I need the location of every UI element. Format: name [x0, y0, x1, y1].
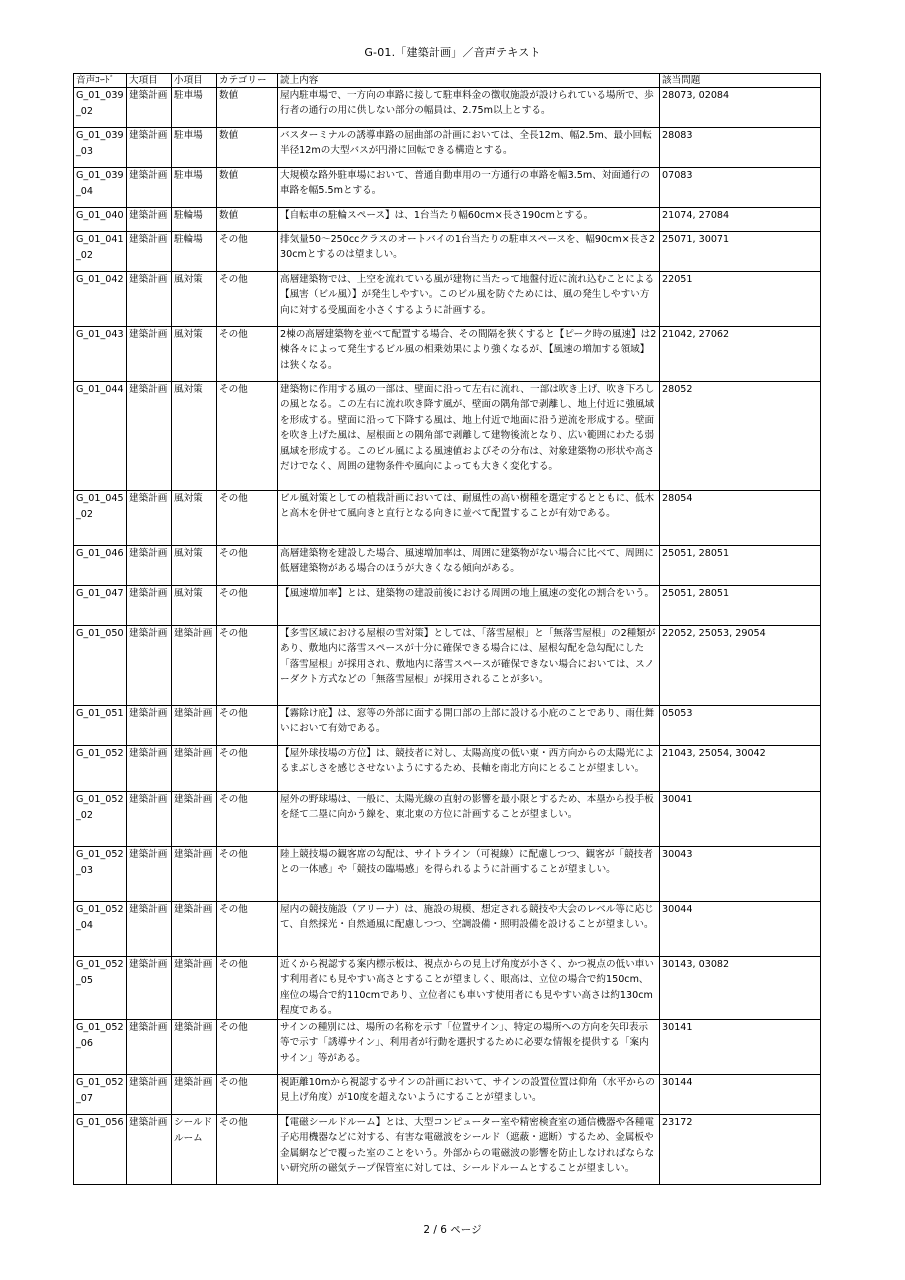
cell-major: 建築計画	[127, 168, 172, 208]
cell-code: G_01_052	[74, 746, 127, 792]
cell-text: 【自転車の駐輪スペース】は、1台当たり幅60cm×長さ190cmとする。	[278, 208, 660, 232]
table-header-row	[74, 74, 821, 88]
cell-questions: 30143, 03082	[660, 957, 821, 1020]
cell-major: 建築計画	[127, 1020, 172, 1075]
cell-major: 建築計画	[127, 1075, 172, 1115]
cell-questions: 28073, 02084	[660, 88, 821, 128]
table-row	[74, 272, 821, 327]
column-header-code: 音声ｺｰﾄﾞ	[74, 74, 127, 88]
cell-major: 建築計画	[127, 626, 172, 706]
cell-category: その他	[217, 1075, 278, 1115]
cell-category: 数値	[217, 208, 278, 232]
cell-category: 数値	[217, 128, 278, 168]
cell-major: 建築計画	[127, 586, 172, 626]
cell-minor: 建築計画	[172, 902, 217, 957]
table-row	[74, 1115, 821, 1185]
cell-minor: 建築計画	[172, 847, 217, 902]
cell-questions: 28052	[660, 382, 821, 491]
cell-questions: 23172	[660, 1115, 821, 1185]
cell-major: 建築計画	[127, 208, 172, 232]
cell-text: 排気量50～250ccクラスのオートバイの1台当たりの駐車スペースを、幅90cm×長さ230cmとするのは望ましい。	[278, 232, 660, 272]
cell-major: 建築計画	[127, 272, 172, 327]
table-row	[74, 902, 821, 957]
cell-category: その他	[217, 706, 278, 746]
cell-code: G_01_052_07	[74, 1075, 127, 1115]
table-row	[74, 706, 821, 746]
cell-category: その他	[217, 546, 278, 586]
cell-major: 建築計画	[127, 847, 172, 902]
table-row	[74, 957, 821, 1020]
cell-code: G_01_039_04	[74, 168, 127, 208]
cell-code: G_01_052_03	[74, 847, 127, 902]
cell-questions: 07083	[660, 168, 821, 208]
cell-category: その他	[217, 902, 278, 957]
cell-minor: 風対策	[172, 491, 217, 546]
cell-code: G_01_052_02	[74, 792, 127, 847]
cell-code: G_01_039_03	[74, 128, 127, 168]
column-header-category: カテゴリー	[217, 74, 278, 88]
cell-category: その他	[217, 491, 278, 546]
cell-text: 大規模な路外駐車場において、普通自動車用の一方通行の車路を幅3.5m、対面通行の車路を幅5.5mとする。	[278, 168, 660, 208]
table-row	[74, 586, 821, 626]
cell-minor: 駐車場	[172, 168, 217, 208]
column-header-minor: 小項目	[172, 74, 217, 88]
table-row	[74, 1075, 821, 1115]
cell-code: G_01_047	[74, 586, 127, 626]
cell-text: 高層建築物を建設した場合、風速増加率は、周囲に建築物がない場合に比べて、周囲に低層建築物がある場合のほうが大きくなる傾向がある。	[278, 546, 660, 586]
cell-category: 数値	[217, 168, 278, 208]
column-header-major: 大項目	[127, 74, 172, 88]
cell-questions: 30141	[660, 1020, 821, 1075]
cell-code: G_01_043	[74, 327, 127, 382]
table-row	[74, 1020, 821, 1075]
cell-text: ビル風対策としての植栽計画においては、耐風性の高い樹種を選定するとともに、低木と高木を併せて風向きと直行となる向きに並べて配置することが有効である。	[278, 491, 660, 546]
cell-code: G_01_045_02	[74, 491, 127, 546]
cell-major: 建築計画	[127, 491, 172, 546]
cell-text: 建築物に作用する風の一部は、壁面に沿って左右に流れ、一部は吹き上げ、吹き下ろしの風となる。この左右に流れ吹き降す風が、壁面の隅角部で剥離し、地上付近に強風域を形成する。壁面に沿って下降する風は、地上付近で地面に沿う逆流を形成する。壁面を吹き上げた風は、屋根面との隅角部で剥離して建物後流となり、広い範囲にわたる弱風域を形成する。このビル風による風速値およびその分布は、対象建築物の形状や高さだけでなく、周囲の建物条件や風向によっても大きく変化する。	[278, 382, 660, 491]
cell-text: 高層建築物では、上空を流れている風が建物に当たって地盤付近に流れ込むことによる【風害（ビル風）】が発生しやすい。このビル風を防ぐためには、風の発生しやすい方向に対する受風面を小さくするように計画する。	[278, 272, 660, 327]
page-title: G-01.「建築計画」／音声テキスト	[364, 46, 541, 59]
cell-text: 【霧除け庇】は、窓等の外部に面する開口部の上部に設ける小庇のことであり、雨仕舞いにおいて有効である。	[278, 706, 660, 746]
table-row	[74, 491, 821, 546]
cell-major: 建築計画	[127, 902, 172, 957]
column-header-text: 読上内容	[278, 74, 660, 88]
cell-major: 建築計画	[127, 706, 172, 746]
cell-minor: 風対策	[172, 327, 217, 382]
cell-major: 建築計画	[127, 327, 172, 382]
cell-category: その他	[217, 382, 278, 491]
cell-major: 建築計画	[127, 792, 172, 847]
cell-minor: 建築計画	[172, 746, 217, 792]
cell-major: 建築計画	[127, 746, 172, 792]
cell-code: G_01_041_02	[74, 232, 127, 272]
cell-questions: 22051	[660, 272, 821, 327]
cell-questions: 25051, 28051	[660, 546, 821, 586]
cell-code: G_01_052_06	[74, 1020, 127, 1075]
cell-code: G_01_051	[74, 706, 127, 746]
cell-minor: 風対策	[172, 586, 217, 626]
cell-minor: 建築計画	[172, 626, 217, 706]
cell-code: G_01_052_04	[74, 902, 127, 957]
cell-text: 陸上競技場の観客席の勾配は、サイトライン（可視線）に配慮しつつ、観客が「競技者との一体感」や「競技の臨場感」を得られるように計画することが望ましい。	[278, 847, 660, 902]
page-number: 2 / 6 ページ	[423, 1224, 482, 1236]
cell-category: その他	[217, 1020, 278, 1075]
cell-minor: 風対策	[172, 382, 217, 491]
cell-code: G_01_046	[74, 546, 127, 586]
cell-code: G_01_040	[74, 208, 127, 232]
cell-minor: シールドルーム	[172, 1115, 217, 1185]
cell-minor: 駐輪場	[172, 208, 217, 232]
cell-minor: 建築計画	[172, 1020, 217, 1075]
table-row	[74, 546, 821, 586]
cell-minor: 駐車場	[172, 88, 217, 128]
cell-major: 建築計画	[127, 957, 172, 1020]
cell-text: 近くから視認する案内標示板は、視点からの見上げ角度が小さく、かつ視点の低い車いす利用者にも見やすい高さとすることが望ましく、眼高は、立位の場合で約150cm、座位の場合で約110cmであり、立位者にも車いす使用者にも見やすい高さは約130cm程度である。	[278, 957, 660, 1020]
cell-category: その他	[217, 586, 278, 626]
cell-text: 【屋外球技場の方位】は、競技者に対し、太陽高度の低い東・西方向からの太陽光によるまぶしさを感じさせないようにするため、長軸を南北方向にとることが望ましい。	[278, 746, 660, 792]
cell-text: 2棟の高層建築物を並べて配置する場合、その間隔を狭くすると【ピーク時の風速】は2棟各々によって発生するビル風の相乗効果により強くなるが、【風速の増加する領域】は狭くなる。	[278, 327, 660, 382]
cell-questions: 22052, 25053, 29054	[660, 626, 821, 706]
cell-questions: 25071, 30071	[660, 232, 821, 272]
column-header-questions: 該当問題	[660, 74, 821, 88]
cell-category: その他	[217, 272, 278, 327]
cell-major: 建築計画	[127, 88, 172, 128]
cell-questions: 28054	[660, 491, 821, 546]
cell-questions: 21043, 25054, 30042	[660, 746, 821, 792]
cell-code: G_01_050	[74, 626, 127, 706]
cell-code: G_01_052_05	[74, 957, 127, 1020]
cell-category: その他	[217, 746, 278, 792]
table-row	[74, 88, 821, 128]
cell-major: 建築計画	[127, 546, 172, 586]
cell-questions: 05053	[660, 706, 821, 746]
cell-minor: 建築計画	[172, 706, 217, 746]
cell-code: G_01_039_02	[74, 88, 127, 128]
cell-minor: 駐輪場	[172, 232, 217, 272]
table-row	[74, 847, 821, 902]
table-row	[74, 327, 821, 382]
cell-major: 建築計画	[127, 1115, 172, 1185]
cell-questions: 21042, 27062	[660, 327, 821, 382]
cell-category: その他	[217, 1115, 278, 1185]
cell-text: 【多雪区域における屋根の雪対策】としては、「落雪屋根」と「無落雪屋根」の2種類があり、敷地内に落雪スペースが十分に確保できる場合には、屋根勾配を急勾配にした「落雪屋根」が採用され、敷地内に落雪スペースが確保できない場合においては、スノーダクト方式などの「無落雪屋根」が採用されることが多い。	[278, 626, 660, 706]
cell-questions: 30144	[660, 1075, 821, 1115]
cell-category: その他	[217, 957, 278, 1020]
cell-minor: 駐車場	[172, 128, 217, 168]
cell-code: G_01_056	[74, 1115, 127, 1185]
cell-minor: 風対策	[172, 546, 217, 586]
voice-text-table	[73, 73, 821, 1185]
cell-questions: 28083	[660, 128, 821, 168]
table-row	[74, 792, 821, 847]
cell-code: G_01_044	[74, 382, 127, 491]
cell-category: その他	[217, 792, 278, 847]
table-row	[74, 232, 821, 272]
cell-text: 【電磁シールドルーム】とは、大型コンピューター室や精密検査室の通信機器や各種電子応用機器などに対する、有害な電磁波をシールド（遮蔽・遮断）するため、金属板や金属網などで覆った室のことをいう。外部からの電磁波の影響を防止しなければならない研究所の磁気テープ保管室に対しては、シールドルームとすることが望ましい。	[278, 1115, 660, 1185]
cell-category: その他	[217, 847, 278, 902]
table-row	[74, 626, 821, 706]
cell-text: 屋内駐車場で、一方向の車路に接して駐車料金の徴収施設が設けられている場所で、歩行者の通行の用に供しない部分の幅員は、2.75m以上とする。	[278, 88, 660, 128]
cell-text: 屋外の野球場は、一般に、太陽光線の直射の影響を最小限とするため、本塁から投手板を経て二塁に向かう線を、東北東の方位に計画することが望ましい。	[278, 792, 660, 847]
cell-text: バスターミナルの誘導車路の屈曲部の計画においては、全長12m、幅2.5m、最小回転半径12mの大型バスが円滑に回転できる構造とする。	[278, 128, 660, 168]
table-row	[74, 168, 821, 208]
cell-category: その他	[217, 232, 278, 272]
cell-text: 屋内の競技施設（アリーナ）は、施設の規模、想定される競技や大会のレベル等に応じて、自然採光・自然通風に配慮しつつ、空調設備・照明設備を設けることが望ましい。	[278, 902, 660, 957]
cell-questions: 30043	[660, 847, 821, 902]
cell-category: 数値	[217, 88, 278, 128]
table-row	[74, 746, 821, 792]
table-row	[74, 382, 821, 491]
cell-text: サインの種別には、場所の名称を示す「位置サイン」、特定の場所への方向を矢印表示等で示す「誘導サイン」、利用者が行動を選択するために必要な情報を提供する「案内サイン」等がある。	[278, 1020, 660, 1075]
cell-minor: 建築計画	[172, 957, 217, 1020]
cell-minor: 建築計画	[172, 792, 217, 847]
cell-text: 視距離10mから視認するサインの計画において、サインの設置位置は仰角（水平からの見上げ角度）が10度を超えないようにすることが望ましい。	[278, 1075, 660, 1115]
cell-questions: 30041	[660, 792, 821, 847]
cell-questions: 21074, 27084	[660, 208, 821, 232]
cell-questions: 25051, 28051	[660, 586, 821, 626]
table-row	[74, 208, 821, 232]
cell-minor: 建築計画	[172, 1075, 217, 1115]
cell-major: 建築計画	[127, 232, 172, 272]
cell-category: その他	[217, 626, 278, 706]
cell-questions: 30044	[660, 902, 821, 957]
cell-text: 【風速増加率】とは、建築物の建設前後における周囲の地上風速の変化の割合をいう。	[278, 586, 660, 626]
cell-code: G_01_042	[74, 272, 127, 327]
cell-major: 建築計画	[127, 128, 172, 168]
cell-major: 建築計画	[127, 382, 172, 491]
table-row	[74, 128, 821, 168]
cell-minor: 風対策	[172, 272, 217, 327]
cell-category: その他	[217, 327, 278, 382]
